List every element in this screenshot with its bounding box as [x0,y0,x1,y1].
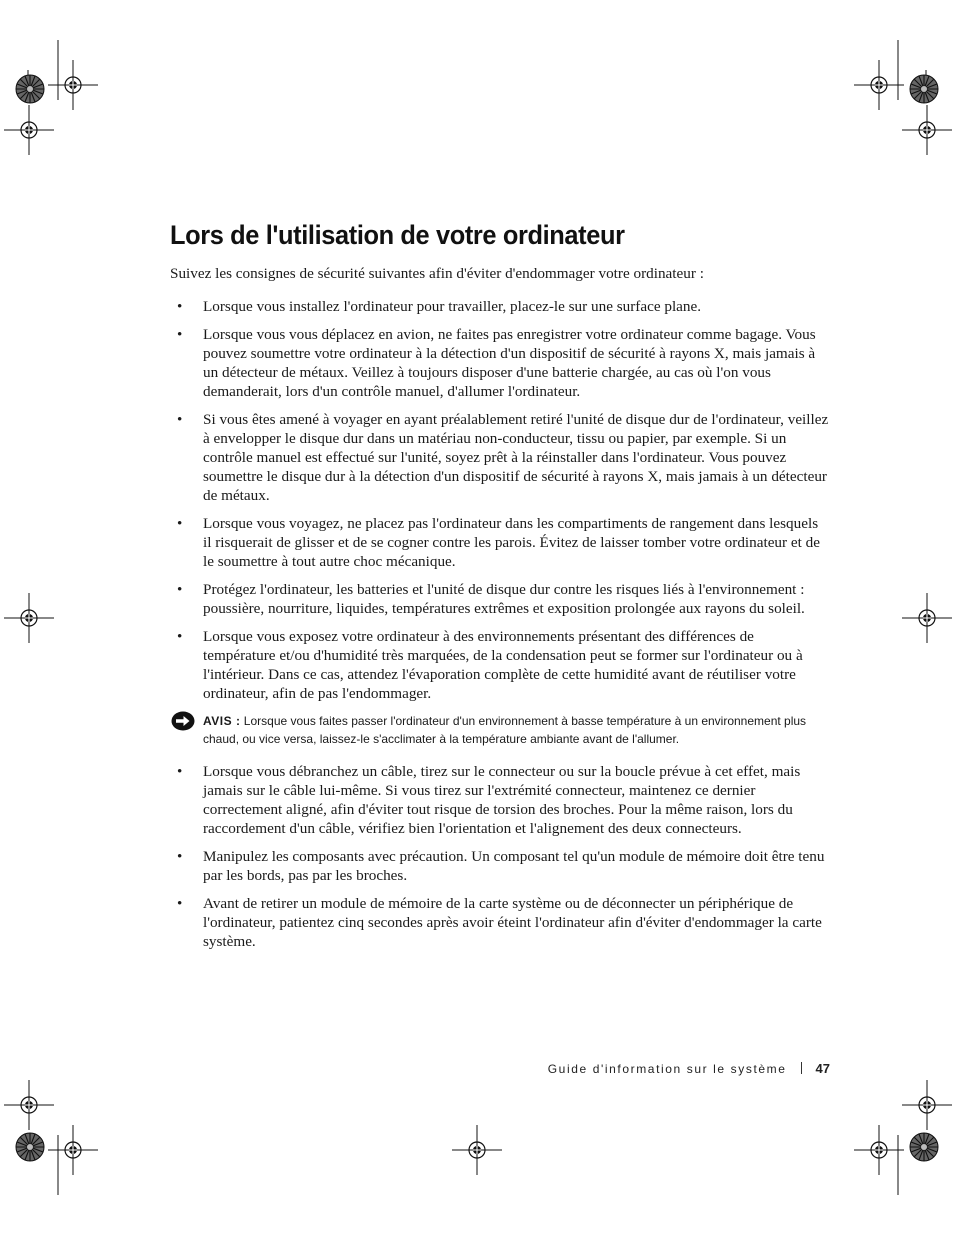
bullet-dot: • [177,298,183,315]
intro-paragraph: Suivez les consignes de sécurité suivantes afin d'éviter d'endommager votre ordinateur : [170,265,704,282]
footer-divider [801,1062,802,1074]
list-item-text: Manipulez les composants avec précaution. Un composant tel qu'un module de mémoire doit être tenu par les bords, pas par les broches. [203,848,825,884]
list-item [170,847,830,885]
registration-crosshair-icon [4,593,54,643]
page-number: 47 [815,1061,830,1076]
list-item-text: Lorsque vous débranchez un câble, tirez sur le connecteur ou sur la boucle prévue à cet effet, mais jamais sur le câble lui-même. Si vous tirez sur l'extrémité connecteur, maintenez ce dernier correctement aligné, afin d'éviter tout risque de torsion des broches. Pour la même raison, lors du raccordement d'un câble, vérifiez bien l'orientation et l'alignement des deux connecteurs. [203,763,801,837]
bullet-dot: • [177,763,183,780]
bullet-dot: • [177,515,183,532]
list-item-text: Lorsque vous exposez votre ordinateur à des environnements présentant des différences de température et/ou d'humidité très marquées, de la condensation peut se former sur l'ordinateur ou à l'intérieur. Dans ce cas, attendez l'évaporation complète de cette humidité avant de réutiliser votre ordinateur, afin de pas l'endommager. [203,628,803,702]
list-item-text: Lorsque vous installez l'ordinateur pour travailler, placez-le sur une surface plane. [203,298,702,315]
list-item [170,297,830,316]
list-item [170,580,830,618]
bullet-dot: • [177,581,183,598]
bullet-dot: • [177,848,183,865]
registration-crosshair-icon [902,593,952,643]
page-title: Lors de l'utilisation de votre ordinateur [170,220,625,250]
registration-crosshair-icon [854,1125,904,1175]
list-item-text: Si vous êtes amené à voyager en ayant préalablement retiré l'unité de disque dur de l'ordinateur, veillez à envelopper le disque dur dans un matériau non-conducteur, tissu ou papier, par exemple. Si un contrôle manuel est effectué sur l'unité, soyez prêt à la réinstaller dans l'ordinateur. Vous pouvez soumettre le disque dur à la détection d'un dispositif de sécurité à rayons X, mais jamais à un détecteur de métaux. [203,411,829,504]
registration-crosshair-icon [854,60,904,110]
registration-star-icon [910,1133,938,1161]
bullet-dot: • [177,411,183,428]
notice-label: AVIS : [203,714,241,728]
registration-star-icon [16,75,44,103]
list-item [170,894,830,951]
registration-crosshair-icon [902,1080,952,1130]
list-item [170,410,830,505]
registration-crosshair-icon [4,105,54,155]
list-item [170,627,830,703]
list-item-text: Avant de retirer un module de mémoire de la carte système ou de déconnecter un périphérique de l'ordinateur, patientez cinq secondes après avoir éteint l'ordinateur afin d'éviter d'endommager la carte système. [203,895,822,950]
list-item-text: Protégez l'ordinateur, les batteries et l'unité de disque dur contre les risques liés à l'environnement : poussière, nourriture, liquides, températures extrêmes et exposition prolongée aux rayons du soleil. [203,581,805,617]
notice-text: Lorsque vous faites passer l'ordinateur d'un environnement à basse température à un environnement plus chaud, ou vice versa, laissez-le s'acclimater à la température ambiante avant de l'allumer. [203,714,807,746]
footer-guide-title: Guide d'information sur le système [547,1062,787,1076]
list-item-text: Lorsque vous vous déplacez en avion, ne faites pas enregistrer votre ordinateur comme bagage. Vous pouvez soumettre votre ordinateur à la détection d'un dispositif de sécurité à rayons X, mais jamais à un détecteur de métaux. Veillez à toujours disposer d'une batterie chargée, au cas où l'on vous demanderait, lors d'un contrôle manuel, d'allumer l'ordinateur. [203,326,816,400]
bullet-dot: • [177,628,183,645]
registration-crosshair-icon [452,1125,502,1175]
bullet-list-top [170,297,830,703]
registration-crosshair-icon [4,1080,54,1130]
bullet-dot: • [177,326,183,343]
list-item [170,762,830,838]
registration-star-icon [910,75,938,103]
page-content [170,297,830,960]
list-item [170,514,830,571]
list-item [170,325,830,401]
page-footer [548,1061,830,1076]
bullet-dot: • [177,895,183,912]
notice-arrow-icon [171,711,195,736]
registration-crosshair-icon [48,60,98,110]
registration-crosshair-icon [902,105,952,155]
registration-crosshair-icon [48,1125,98,1175]
list-item-text: Lorsque vous voyagez, ne placez pas l'ordinateur dans les compartiments de rangement dans lesquels il risquerait de glisser et de se cogner contre les parois. Évitez de laisser tomber votre ordinateur et de le soumettre à tout autre choc mécanique. [203,515,820,570]
bullet-list-bottom [170,762,830,951]
notice-box [170,712,830,748]
registration-star-icon [16,1133,44,1161]
